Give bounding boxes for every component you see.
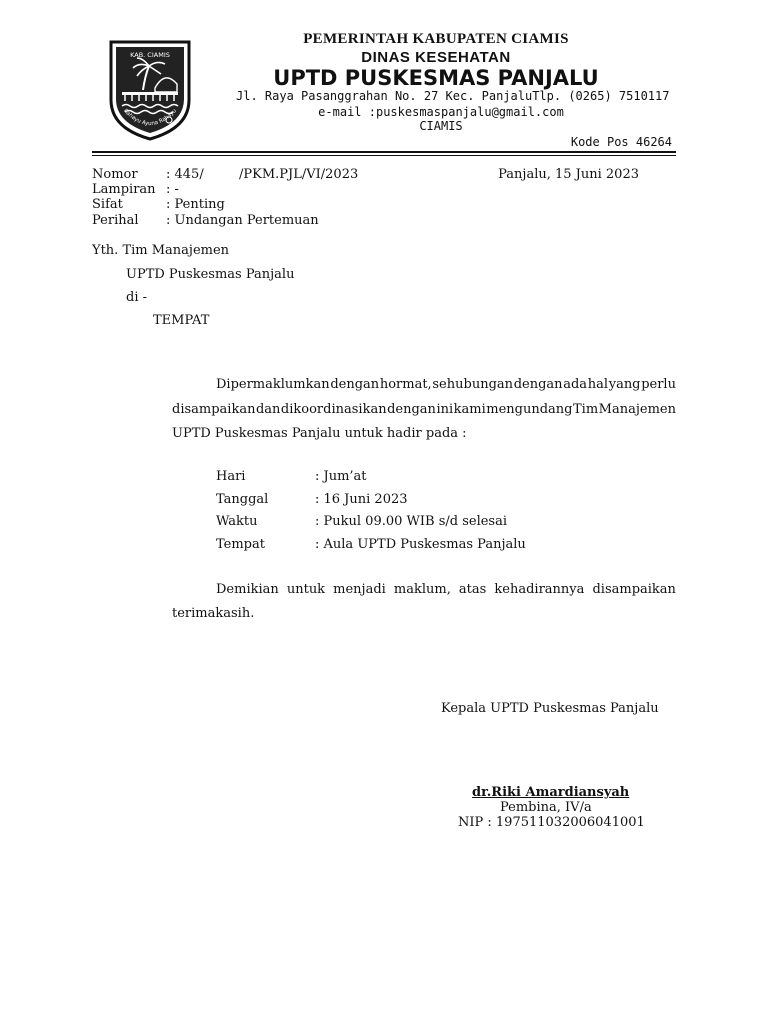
city-line: CIAMIS [419, 119, 463, 133]
detail-tanggal-label: Tanggal [216, 492, 269, 507]
email-line: e-mail :puskesmaspanjalu@gmail.com [318, 105, 564, 119]
perihal-label: Perihal [92, 213, 139, 228]
lampiran-value: : - [166, 182, 179, 197]
sifat-value: : Penting [166, 197, 225, 212]
letterhead-divider-thin [92, 155, 676, 156]
closing-line-1: Demikian untuk menjadi maklum, atas kehadirannya disampaikan [216, 582, 676, 597]
lampiran-label: Lampiran [92, 182, 156, 197]
nomor-label: Nomor [92, 167, 138, 182]
signature-position: Kepala UPTD Puskesmas Panjalu [441, 701, 659, 716]
department-title: DINAS KESEHATAN [361, 49, 511, 66]
detail-waktu-value: : Pukul 09.00 WIB s/d selesai [315, 514, 508, 529]
signature-name: dr.Riki Amardiansyah [472, 785, 630, 800]
detail-hari-value: : Jum’at [315, 469, 367, 484]
letterhead-divider-thick [92, 151, 676, 153]
recipient-line-4: TEMPAT [153, 313, 210, 328]
nomor-code: /PKM.PJL/VI/2023 [239, 167, 359, 182]
paragraph-1-line-2: disampaikan dan dikoordinasikan dengan ini kami mengundang Tim Manajemen [172, 402, 676, 417]
signature-nip: NIP : 197511032006041001 [458, 815, 645, 830]
postal-code: Kode Pos 46264 [570, 135, 672, 149]
detail-waktu-label: Waktu [216, 514, 258, 529]
address-line: Jl. Raya Pasanggrahan No. 27 Kec. PanjaluTlp. (0265) 7510117 [236, 89, 670, 103]
institution-title: UPTD PUSKESMAS PANJALU [273, 66, 599, 90]
paragraph-1-line-3: UPTD Puskesmas Panjalu untuk hadir pada : [172, 426, 467, 441]
closing-line-2: terimakasih. [172, 606, 255, 621]
detail-hari-label: Hari [216, 469, 246, 484]
place-date: Panjalu, 15 Juni 2023 [498, 167, 639, 182]
recipient-line-2: UPTD Puskesmas Panjalu [126, 267, 295, 282]
detail-tempat-label: Tempat [216, 537, 265, 552]
regency-emblem-logo [107, 38, 193, 142]
government-title: PEMERINTAH KABUPATEN CIAMIS [303, 31, 569, 47]
recipient-line-3: di - [126, 290, 148, 305]
recipient-line-1: Yth. Tim Manajemen [92, 243, 230, 258]
logo-bottom-text: Rahayu Ayuna Rahayu [122, 108, 178, 128]
nomor-value: : 445/ [166, 167, 204, 182]
signature-rank: Pembina, IV/a [500, 800, 592, 815]
logo-top-text: KAB. CIAMIS [130, 51, 170, 59]
detail-tanggal-value: : 16 Juni 2023 [315, 492, 408, 507]
sifat-label: Sifat [92, 197, 123, 212]
perihal-value: : Undangan Pertemuan [166, 213, 319, 228]
detail-tempat-value: : Aula UPTD Puskesmas Panjalu [315, 537, 526, 552]
paragraph-1-line-1: Dipermaklumkan dengan hormat, sehubungan dengan ada hal yang perlu [216, 377, 676, 392]
